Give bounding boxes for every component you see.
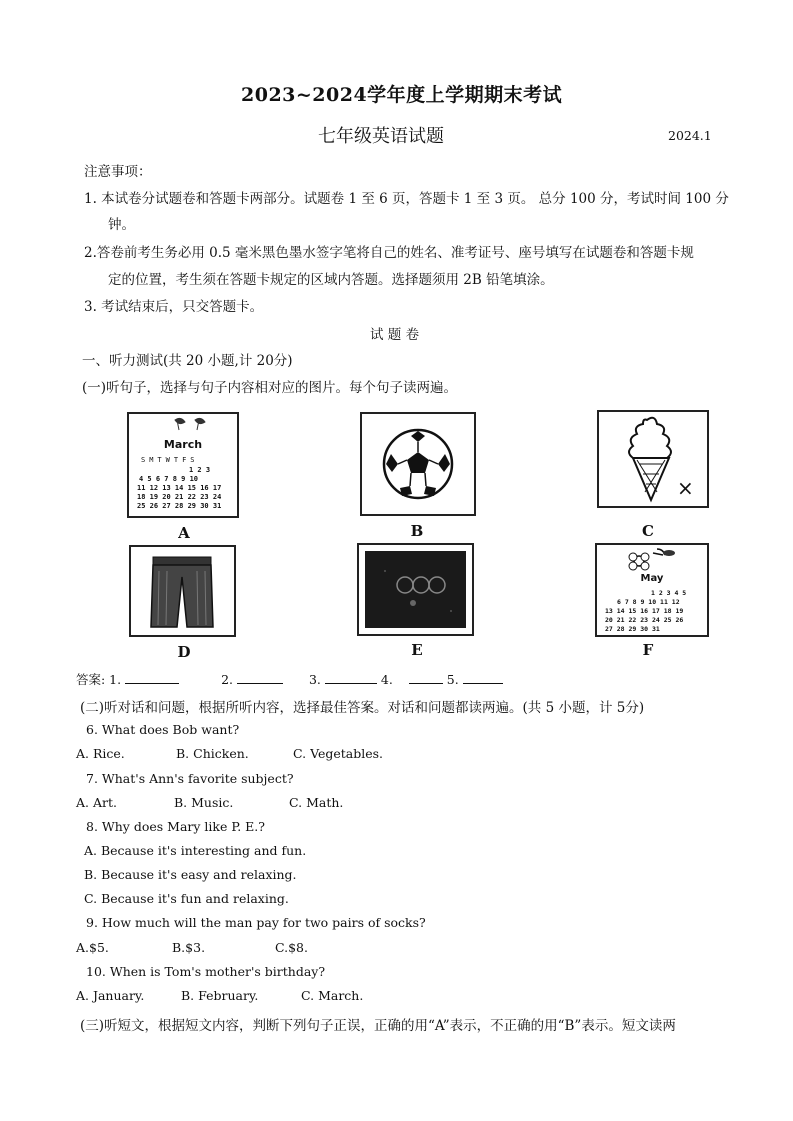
exam-title: 2023~2024学年度上学期期末考试 — [241, 84, 563, 106]
question-10: 10. When is Tom's mother's birthday? — [86, 964, 326, 979]
calendar-row: 11 12 13 14 15 16 17 — [137, 484, 222, 492]
calendar-row: 25 26 27 28 29 30 31 — [137, 502, 222, 510]
picture-e-dark-photo — [357, 543, 474, 636]
answers-prefix: 答案: 1. — [76, 672, 122, 687]
notice-item-2-cont: 定的位置，考生须在答题卡规定的区域内答题。选择题须用 2B 铅笔填涂。 — [108, 272, 554, 288]
answer-num-2: 2. — [221, 672, 234, 687]
option-8a[interactable]: A. Because it's interesting and fun. — [84, 843, 307, 858]
option-7a[interactable]: A. Art. — [76, 795, 117, 810]
flower-icon — [597, 545, 707, 575]
answer-blank-3[interactable] — [325, 671, 377, 684]
soccer-ball-icon — [362, 414, 474, 514]
question-7: 7. What's Ann's favorite subject? — [86, 771, 294, 786]
part1-heading: 一、听力测试(共 20 小题,计 20分) — [82, 353, 293, 369]
calendar-row: 27 28 29 30 31 — [605, 625, 660, 633]
picture-b-label: B — [410, 522, 424, 540]
option-10c[interactable]: C. March. — [301, 988, 364, 1003]
picture-f-label: F — [642, 641, 654, 659]
picture-a-march-calendar — [127, 412, 239, 518]
picture-a-label: A — [178, 524, 190, 542]
notice-item-1-cont: 钟。 — [108, 217, 135, 233]
option-7c[interactable]: C. Math. — [289, 795, 344, 810]
option-6a[interactable]: A. Rice. — [76, 746, 125, 761]
answer-num-5: 5. — [446, 672, 459, 687]
picture-d-trousers — [129, 545, 236, 637]
option-8b[interactable]: B. Because it's easy and relaxing. — [84, 867, 297, 882]
notice-item-3: 3. 考试结束后，只交答题卡。 — [84, 299, 264, 315]
answer-blank-1[interactable] — [125, 671, 179, 684]
answer-num-4: 4. — [380, 672, 393, 687]
answers-line — [76, 670, 503, 688]
question-9: 9. How much will the man pay for two pairs of socks? — [86, 915, 426, 930]
answer-blank-2[interactable] — [237, 671, 283, 684]
question-6: 6. What does Bob want? — [86, 722, 240, 737]
option-8c[interactable]: C. Because it's fun and relaxing. — [84, 891, 289, 906]
picture-c-label: C — [642, 522, 654, 540]
calendar-month: May — [640, 573, 664, 584]
calendar-row: 1 2 3 4 5 — [651, 589, 687, 597]
lights-icon — [365, 551, 466, 628]
notice-item-2: 2.答卷前考生务必用 0.5 毫米黑色墨水签字笔将自己的姓名、准考证号、座号填写在试题卷和答题卡规 — [84, 245, 694, 261]
option-10a[interactable]: A. January. — [76, 988, 145, 1003]
calendar-row: 4 5 6 7 8 9 10 — [139, 475, 199, 483]
option-9a[interactable]: A.$5. — [76, 940, 109, 955]
part1-sub1: (一)听句子，选择与句子内容相对应的图片。每个句子读两遍。 — [82, 380, 458, 396]
option-9c[interactable]: C.$8. — [275, 940, 308, 955]
picture-c-ice-cream — [597, 410, 709, 508]
cross-icon: × — [677, 476, 694, 500]
notice-heading: 注意事项： — [84, 164, 152, 180]
part2-heading: (二)听对话和问题，根据所听内容，选择最佳答案。对话和问题都读两遍。(共 5 小题，计 5分) — [80, 700, 645, 716]
trousers-icon — [131, 547, 234, 635]
exam-date: 2024.1 — [668, 128, 712, 143]
calendar-month: March — [163, 438, 203, 451]
calendar-weekdays: SMTWTFS — [141, 456, 199, 464]
question-8: 8. Why does Mary like P. E.? — [86, 819, 265, 834]
option-9b[interactable]: B.$3. — [172, 940, 206, 955]
part3-heading: (三)听短文，根据短文内容，判断下列句子正误，正确的用“A”表示，不正确的用“B”表示。短文读两 — [80, 1018, 676, 1034]
picture-d-label: D — [177, 643, 191, 661]
section-title: 试 题 卷 — [370, 327, 420, 343]
calendar-row: 13 14 15 16 17 18 19 — [605, 607, 684, 615]
dark-image — [365, 551, 466, 628]
picture-b-soccer-ball — [360, 412, 476, 516]
calendar-row: 20 21 22 23 24 25 26 — [605, 616, 684, 624]
answer-blank-5[interactable] — [463, 671, 503, 684]
option-6b[interactable]: B. Chicken. — [176, 746, 249, 761]
answer-blank-4[interactable] — [409, 671, 443, 684]
answer-num-3: 3. — [308, 672, 321, 687]
calendar-row: 6 7 8 9 10 11 12 — [617, 598, 680, 606]
option-10b[interactable]: B. February. — [181, 988, 259, 1003]
notice-item-1: 1. 本试卷分试题卷和答题卡两部分。试题卷 1 至 6 页，答题卡 1 至 3 页。 总分 100 分，考试时间 100 分 — [84, 191, 729, 207]
picture-e-label: E — [411, 641, 423, 659]
calendar-row: 1 2 3 — [189, 466, 211, 474]
exam-subtitle: 七年级英语试题 — [318, 126, 444, 147]
option-6c[interactable]: C. Vegetables. — [293, 746, 384, 761]
calendar-row: 18 19 20 21 22 23 24 — [137, 493, 222, 501]
picture-f-may-calendar — [595, 543, 709, 637]
option-7b[interactable]: B. Music. — [174, 795, 234, 810]
